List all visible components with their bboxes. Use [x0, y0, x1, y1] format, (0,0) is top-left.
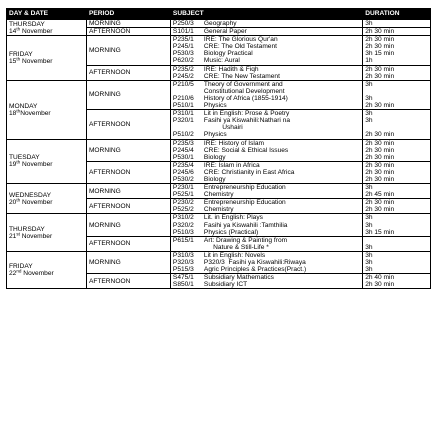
subject-title: IRE: Hadith & Fiqh — [203, 65, 259, 73]
date-day: 19 — [9, 161, 17, 169]
duration-line: 2h 30 min — [365, 102, 395, 110]
day-date — [9, 58, 84, 65]
duration-line: 2h 30 min — [365, 153, 395, 161]
duration-cell — [363, 199, 431, 214]
subject-line — [173, 169, 360, 176]
subject-code: P310/3 — [172, 251, 194, 259]
subject-title: Biology — [203, 175, 226, 183]
period-cell: AFTERNOON — [86, 65, 170, 80]
subject-code: P530/2 — [172, 175, 194, 183]
date-day: 20 — [9, 198, 17, 206]
subject-title: General Paper — [203, 28, 247, 36]
subject-code: P250/3 — [172, 20, 194, 27]
date-suffix: st — [16, 231, 20, 237]
duration-line: 3h — [365, 20, 373, 27]
duration-line — [365, 237, 428, 244]
duration-cell — [363, 214, 431, 236]
session-row — [7, 139, 431, 161]
duration-line: 2h 30 min — [365, 199, 395, 207]
subject-code: P235/2 — [172, 65, 194, 73]
date-suffix: th — [16, 197, 21, 203]
duration-line: 2h 30 min — [365, 161, 395, 169]
subject-code: P320/3 — [172, 259, 194, 266]
date-month: November — [20, 109, 51, 117]
subject-cell — [170, 36, 362, 65]
duration-line: 3h — [365, 251, 373, 259]
day-date-cell — [7, 80, 87, 139]
duration-line: 3h — [365, 214, 373, 222]
session-row — [7, 214, 431, 236]
subject-title: Subsidiary Mathematics — [203, 274, 274, 282]
subject-cell — [170, 184, 362, 199]
period-cell: AFTERNOON — [86, 236, 170, 251]
subject-code: P525/1 — [172, 191, 194, 199]
subject-line — [173, 244, 360, 251]
date-suffix: th — [16, 159, 21, 165]
duration-line: 3h — [365, 110, 373, 118]
subject-title: P320/3 Fasihi ya Kiswahili:Riwaya — [203, 259, 306, 266]
duration-cell — [363, 184, 431, 199]
subject-code: P245/4 — [172, 146, 194, 154]
subject-line — [173, 266, 360, 273]
period-cell: MORNING — [86, 139, 170, 161]
duration-line: 1h — [365, 57, 373, 65]
subject-line — [173, 50, 360, 57]
duration-cell — [363, 110, 431, 139]
subject-line — [173, 57, 360, 64]
subject-line — [173, 237, 360, 244]
subject-line — [173, 176, 360, 183]
subject-cell — [170, 199, 362, 214]
day-name: THURSDAY — [9, 20, 45, 28]
subject-code — [173, 124, 204, 131]
day-date-cell — [7, 139, 87, 184]
subject-title: Entrepreneurship Education — [203, 184, 286, 192]
subject-cell — [170, 214, 362, 236]
duration-line: 2h 30 min — [365, 175, 395, 183]
subject-code: P245/2 — [172, 72, 194, 80]
date-day: 15 — [9, 57, 17, 65]
date-day: 18 — [9, 109, 17, 117]
day-name: WEDNESDAY — [9, 191, 52, 199]
duration-line: 3h 15 min — [365, 228, 395, 236]
duration-line: 3h — [365, 80, 373, 88]
subject-title: Entrepreneurship Education — [203, 199, 286, 207]
subject-line — [173, 124, 360, 131]
duration-line — [365, 124, 428, 131]
subject-title: Physics (Practical) — [203, 228, 259, 236]
subject-code: P510/2 — [172, 131, 194, 139]
subject-cell — [170, 139, 362, 161]
period-cell: MORNING — [86, 36, 170, 65]
subject-title: Constitutional Development — [203, 87, 285, 95]
subject-code: P230/2 — [172, 199, 194, 207]
header-duration: DURATION — [363, 9, 431, 20]
duration-line: 2h 30 min — [365, 168, 395, 176]
period-cell: MORNING — [86, 20, 170, 28]
subject-title: CRE: The Old Testament — [203, 43, 277, 51]
header-period: PERIOD — [86, 9, 170, 20]
subject-line — [173, 102, 360, 109]
duration-cell — [363, 20, 431, 28]
subject-cell — [170, 28, 362, 36]
period-cell: MORNING — [86, 251, 170, 273]
subject-cell — [170, 236, 362, 251]
duration-line: 2h 30 min — [365, 139, 395, 147]
subject-title: Geography — [203, 20, 237, 27]
subject-code: P530/1 — [172, 153, 194, 161]
subject-title: Fasihi ya Kiswahili:Nathari na — [203, 117, 291, 125]
session-row — [7, 80, 431, 109]
day-name: FRIDAY — [9, 263, 33, 271]
duration-line: 3h — [365, 243, 373, 251]
day-name: MONDAY — [9, 102, 38, 110]
duration-cell — [363, 36, 431, 65]
subject-code: P235/1 — [172, 36, 194, 44]
day-date-cell — [7, 214, 87, 251]
subject-line — [173, 66, 360, 73]
period-cell: MORNING — [86, 80, 170, 109]
subject-line — [173, 140, 360, 147]
duration-line: 2h 30 min — [365, 36, 395, 44]
duration-line: 3h — [365, 221, 373, 229]
header-day-date: DAY & DATE — [7, 9, 87, 20]
subject-line — [173, 81, 360, 88]
subject-title: Lit in English: Prose & Poetry — [203, 110, 290, 118]
subject-line — [173, 214, 360, 221]
session-row — [7, 251, 431, 273]
date-month: November — [20, 27, 53, 35]
subject-title: Fasihi ya Kiswahili :Tamthilia — [203, 221, 288, 229]
duration-line: 2h 30 min — [365, 281, 395, 289]
duration-cell — [363, 80, 431, 109]
subject-code: P245/6 — [172, 168, 194, 176]
subject-code: P230/1 — [172, 184, 194, 192]
subject-title: Ushairi — [203, 124, 243, 132]
subject-line — [173, 131, 360, 138]
day-date — [9, 161, 84, 168]
subject-code: P615/1 — [172, 236, 194, 244]
date-day: 21 — [9, 232, 17, 240]
subject-line — [173, 229, 360, 236]
subject-line — [173, 191, 360, 198]
duration-line: 2h 30 min — [365, 43, 395, 51]
session-row — [7, 184, 431, 199]
session-row — [7, 36, 431, 65]
duration-line: 3h — [365, 94, 373, 102]
duration-line — [365, 88, 428, 95]
period-cell: AFTERNOON — [86, 274, 170, 289]
duration-cell — [363, 139, 431, 161]
day-name: FRIDAY — [9, 50, 33, 58]
date-month: November — [19, 232, 53, 240]
subject-code: P515/3 — [172, 266, 194, 274]
subject-title: Biology — [203, 153, 226, 161]
subject-line — [173, 28, 360, 35]
subject-line — [173, 88, 360, 95]
subject-line — [173, 259, 360, 266]
subject-title: Agric Principles & Practices(Pract.) — [203, 266, 307, 274]
subject-title: Lit in English: Novels — [203, 251, 266, 259]
subject-title: Lit. in English: Plays — [203, 214, 263, 222]
subject-line — [173, 20, 360, 27]
subject-line — [173, 162, 360, 169]
subject-code — [173, 88, 204, 95]
subject-title: Theory of Government and — [203, 80, 283, 88]
date-day: 22 — [9, 270, 17, 278]
date-suffix: nd — [16, 268, 22, 274]
day-date — [9, 28, 84, 35]
subject-line — [173, 206, 360, 213]
subject-line — [173, 274, 360, 281]
subject-line — [173, 281, 360, 288]
date-month: November — [20, 161, 53, 169]
duration-cell — [363, 236, 431, 251]
subject-code — [173, 244, 204, 251]
subject-code: P320/1 — [172, 117, 194, 125]
subject-code: P210/5 — [172, 80, 194, 88]
subject-code: S850/1 — [172, 281, 194, 289]
duration-line: 2h 30 min — [365, 146, 395, 154]
duration-line: 2h 30 min — [365, 206, 395, 214]
subject-title: Chemistry — [203, 191, 234, 199]
duration-line: 3h — [365, 266, 373, 274]
subject-title: IRE: Islam in Africa — [203, 161, 260, 169]
day-date — [9, 270, 84, 277]
subject-cell — [170, 274, 362, 289]
duration-cell — [363, 65, 431, 80]
subject-title: CRE: The New Testament — [203, 72, 280, 80]
duration-line: 3h — [365, 184, 373, 192]
exam-timetable — [6, 8, 431, 289]
subject-line — [173, 184, 360, 191]
duration-line: 2h 30 min — [365, 65, 395, 73]
subject-code: P620/2 — [172, 57, 194, 65]
subject-line — [173, 43, 360, 50]
subject-code: P310/2 — [172, 214, 194, 222]
duration-line: 3h — [365, 117, 373, 125]
subject-code: P235/3 — [172, 139, 194, 147]
subject-title: Physics — [203, 102, 227, 110]
subject-line — [173, 110, 360, 117]
subject-cell — [170, 80, 362, 109]
subject-code: P510/1 — [172, 102, 194, 110]
period-cell: AFTERNOON — [86, 199, 170, 214]
subject-title: Subsidiary ICT — [203, 281, 248, 289]
subject-line — [173, 117, 360, 124]
date-suffix: th — [16, 108, 21, 114]
day-date — [9, 199, 84, 206]
day-date — [9, 233, 84, 240]
subject-code: P245/1 — [172, 43, 194, 51]
duration-line: 2h 30 min — [365, 28, 395, 36]
subject-title: Chemistry — [203, 206, 234, 214]
duration-line: 2h 30 min — [365, 72, 395, 80]
period-cell: AFTERNOON — [86, 110, 170, 139]
subject-code: P320/2 — [172, 221, 194, 229]
subject-title: Art: Drawing & Painting from — [203, 236, 288, 244]
subject-title: Music: Aural — [203, 57, 240, 65]
subject-code: S475/1 — [172, 274, 194, 282]
subject-line — [173, 95, 360, 102]
duration-line: 2h 30 min — [365, 131, 395, 139]
subject-title: Physics — [203, 131, 227, 139]
period-cell: MORNING — [86, 214, 170, 236]
subject-code: P530/3 — [172, 50, 194, 58]
duration-line: 2h 40 min — [365, 274, 395, 282]
day-date-cell — [7, 20, 87, 36]
duration-cell — [363, 28, 431, 36]
subject-title: IRE: History of Islam — [203, 139, 265, 147]
day-date-cell — [7, 251, 87, 288]
subject-title: Biology Practical — [203, 50, 253, 58]
subject-code: P210/6 — [172, 94, 194, 102]
date-month: November — [21, 270, 54, 278]
session-row — [7, 20, 431, 28]
subject-code: P525/2 — [172, 206, 194, 214]
timetable-body — [7, 20, 431, 289]
subject-code: P235/4 — [172, 161, 194, 169]
day-name: TUESDAY — [9, 154, 40, 162]
day-date-cell — [7, 36, 87, 81]
day-date — [9, 110, 84, 117]
day-date-cell — [7, 184, 87, 214]
date-suffix: th — [16, 26, 21, 32]
subject-title: IRE: The Glorious Qur'an — [203, 36, 278, 44]
subject-code: S101/1 — [172, 28, 194, 36]
subject-title: Nature & Still-Life * — [203, 243, 269, 251]
header-subject: SUBJECT — [170, 9, 362, 20]
duration-cell — [363, 274, 431, 289]
subject-code: P510/3 — [172, 228, 194, 236]
date-month: November — [20, 198, 53, 206]
subject-cell — [170, 251, 362, 273]
period-cell: MORNING — [86, 184, 170, 199]
subject-line — [173, 154, 360, 161]
duration-cell — [363, 161, 431, 183]
period-cell: AFTERNOON — [86, 28, 170, 36]
date-suffix: th — [16, 56, 21, 62]
subject-cell — [170, 65, 362, 80]
subject-line — [173, 147, 360, 154]
subject-title: CRE: Christianity in East Africa — [203, 168, 295, 176]
subject-cell — [170, 20, 362, 28]
subject-line — [173, 73, 360, 80]
subject-title: CRE: Social & Ethical Issues — [203, 146, 289, 154]
duration-cell — [363, 251, 431, 273]
duration-line: 3h 15 min — [365, 50, 395, 58]
subject-title: History of Africa (1855-1914) — [203, 94, 288, 102]
subject-cell — [170, 110, 362, 139]
date-month: November — [20, 57, 53, 65]
duration-line: 2h 45 min — [365, 191, 395, 199]
subject-line — [173, 36, 360, 43]
subject-line — [173, 222, 360, 229]
day-name: THURSDAY — [9, 225, 45, 233]
subject-code: P310/1 — [172, 110, 194, 118]
header-row — [7, 9, 431, 20]
date-day: 14 — [9, 27, 17, 35]
period-cell: AFTERNOON — [86, 161, 170, 183]
subject-line — [173, 199, 360, 206]
duration-line: 3h — [365, 259, 373, 266]
subject-cell — [170, 161, 362, 183]
subject-line — [173, 252, 360, 259]
